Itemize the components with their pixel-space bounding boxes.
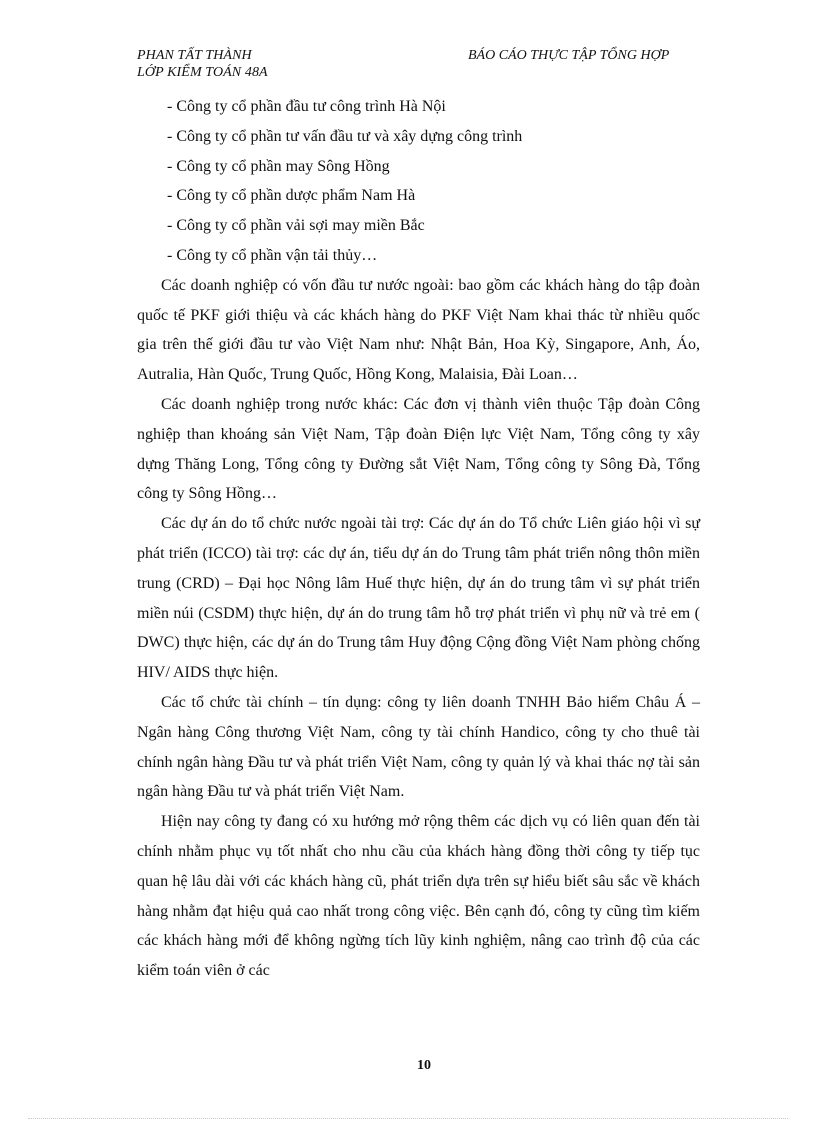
- paragraph-foreign-funded-projects: Các dự án do tổ chức nước ngoài tài trợ: Các dự án do Tổ chức Liên giáo hội vì sự phát triển (ICCO) tài trợ: các dự án, tiểu dự án do Trung tâm phát triển nông thôn miền trung (CRD) – Đại học Nông lâm Huế thực hiện, dự án do trung tâm vì sự phát triển miền núi (CSDM) thực hiện, dự án do trung tâm hỗ trợ phát triển vì phụ nữ và trẻ em ( DWC) thực hiện, các dự án do Trung tâm Huy động Cộng đồng Việt Nam phòng chống HIV/ AIDS thực hiện.: [137, 515, 700, 682]
- bullet-item: - Công ty cổ phần may Sông Hồng: [167, 157, 390, 175]
- paragraph-financial-institutions: Các tổ chức tài chính – tín dụng: công ty liên doanh TNHH Bảo hiểm Châu Á – Ngân hàng Công thương Việt Nam, công ty tài chính Handico, công ty cho thuê tài chính ngân hàng Đầu tư và phát triển Việt Nam, công ty quản lý và khai thác nợ tài sản ngân hàng Đầu tư và phát triển Việt Nam.: [137, 693, 700, 801]
- bullet-item: - Công ty cổ phần dược phẩm Nam Hà: [167, 187, 416, 205]
- running-header-left: [137, 47, 268, 81]
- bullet-item: - Công ty cổ phần vải sợi may miền Bắc: [167, 217, 425, 235]
- bullet-item: - Công ty cổ phần vận tải thủy…: [167, 246, 378, 264]
- header-class: LỚP KIỂM TOÁN 48A: [137, 65, 268, 80]
- body-text: [137, 92, 700, 986]
- paragraph-foreign-invested: Các doanh nghiệp có vốn đầu tư nước ngoài: bao gồm các khách hàng do tập đoàn quốc tế PKF giới thiệu và các khách hàng do PKF Việt Nam khai thác từ nhiều quốc gia trên thế giới đầu tư vào Việt Nam như: Nhật Bản, Hoa Kỳ, Singapore, Anh, Áo, Autralia, Hàn Quốc, Trung Quốc, Hồng Kong, Malaisia, Đài Loan…: [137, 276, 700, 384]
- bullet-item: - Công ty cổ phần đầu tư công trình Hà Nội: [167, 98, 446, 115]
- paragraph-expansion: Hiện nay công ty đang có xu hướng mở rộng thêm các dịch vụ có liên quan đến tài chính nhằm phục vụ tốt nhất cho nhu cầu của khách hàng đồng thời công ty tiếp tục quan hệ lâu dài với các khách hàng cũ, phát triển dựa trên sự hiểu biết sâu sắc về khách hàng nhằm đạt hiệu quả cao nhất trong công việc. Bên cạnh đó, công ty cũng tìm kiếm các khách hàng mới để không ngừng tích lũy kinh nghiệm, nâng cao trình độ của các kiểm toán viên ở các: [137, 813, 700, 980]
- paragraph-domestic: Các doanh nghiệp trong nước khác: Các đơn vị thành viên thuộc Tập đoàn Công nghiệp than khoáng sản Việt Nam, Tập đoàn Điện lực Việt Nam, Tổng công ty xây dựng Thăng Long, Tổng công ty Đường sắt Việt Nam, Tổng công ty Sông Đà, Tổng công ty Sông Hồng…: [137, 395, 700, 503]
- page-number: 10: [417, 1058, 431, 1073]
- page-bottom-divider: [28, 1118, 788, 1119]
- running-header-right: BÁO CÁO THỰC TẬP TỔNG HỢP: [468, 48, 670, 63]
- bullet-item: - Công ty cổ phần tư vấn đầu tư và xây dựng công trình: [167, 127, 523, 145]
- header-author: PHAN TẤT THÀNH: [137, 48, 252, 63]
